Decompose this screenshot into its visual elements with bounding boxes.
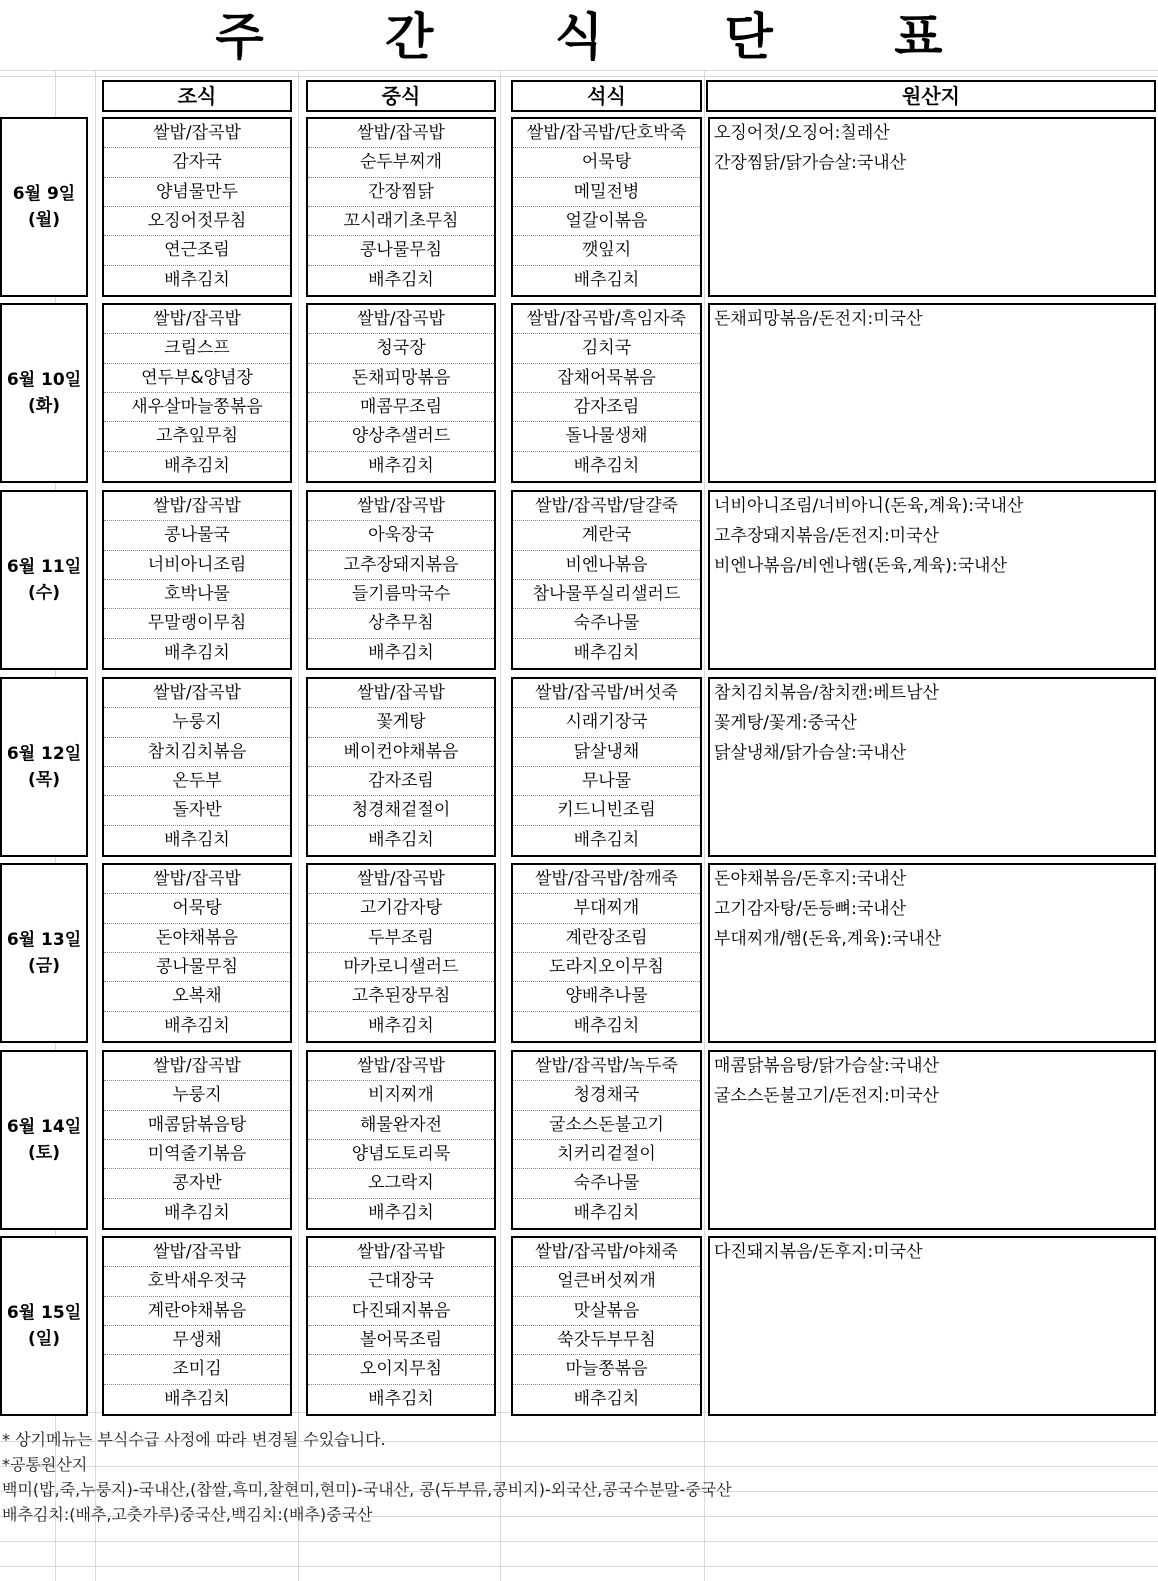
lunch-menu-item: 다진돼지볶음 bbox=[308, 1297, 494, 1326]
lunch-menu-item: 돈채피망볶음 bbox=[308, 364, 494, 393]
breakfast-menu-item: 호박새우젓국 bbox=[104, 1267, 290, 1296]
origin-line: 비엔나볶음/비엔나햄(돈육,계육):국내산 bbox=[714, 556, 1007, 576]
dinner-menu-item: 부대찌개 bbox=[513, 894, 700, 923]
origin-line: 간장찜닭/닭가슴살:국내산 bbox=[714, 153, 907, 173]
breakfast-menu-item: 미역줄기볶음 bbox=[104, 1140, 290, 1169]
dinner-menu-item: 배추김치 bbox=[573, 455, 640, 476]
breakfast-menu-item: 배추김치 bbox=[164, 1015, 230, 1036]
breakfast-menu-item: 콩자반 bbox=[104, 1169, 290, 1198]
dinner-menu-item: 쌀밥/잡곡밥/달걀죽 bbox=[513, 492, 700, 521]
origin-line: 고기감자탕/돈등뼈:국내산 bbox=[714, 899, 907, 919]
lunch-menu-item: 배추김치 bbox=[368, 1202, 434, 1223]
breakfast-menu-item: 누룽지 bbox=[104, 708, 290, 737]
page-title: 주 간 식 단 표 bbox=[0, 0, 1158, 70]
dinner-menu-item: 얼갈이볶음 bbox=[513, 207, 700, 236]
origin-cell bbox=[708, 1236, 1156, 1416]
breakfast-cell bbox=[102, 677, 292, 857]
dinner-menu-item: 얼큰버섯찌개 bbox=[513, 1267, 700, 1296]
lunch-cell bbox=[306, 863, 496, 1043]
weekday-label: (화) bbox=[28, 396, 60, 416]
note-kimchi-origin: 배추김치:(배추,고춧가루)중국산,백김치:(배추)중국산 bbox=[2, 1505, 373, 1524]
dinner-menu-item: 배추김치 bbox=[573, 829, 640, 850]
origin-cell bbox=[708, 1050, 1156, 1230]
breakfast-cell bbox=[102, 1236, 292, 1416]
dinner-menu-item: 키드니빈조림 bbox=[513, 796, 700, 825]
lunch-menu-item: 베이컨야채볶음 bbox=[308, 738, 494, 767]
lunch-menu-item: 순두부찌개 bbox=[308, 148, 494, 177]
dinner-menu-item: 돌나물생채 bbox=[513, 422, 700, 451]
lunch-menu-item: 쌀밥/잡곡밥 bbox=[308, 1052, 494, 1081]
lunch-menu-item: 두부조림 bbox=[308, 924, 494, 953]
breakfast-menu-item: 양념물만두 bbox=[104, 178, 290, 207]
dinner-menu-item: 배추김치 bbox=[573, 1015, 640, 1036]
dinner-menu-item: 쌀밥/잡곡밥/단호박죽 bbox=[513, 119, 700, 148]
note-rice-bean-origin: 백미(밥,죽,누룽지)-국내산,(찹쌀,흑미,찰현미,현미)-국내산, 콩(두부류,콩비지)-외국산,콩국수분말-중국산 bbox=[2, 1480, 732, 1499]
origin-line: 참치김치볶음/참치캔:베트남산 bbox=[714, 683, 939, 703]
lunch-menu-item: 아욱장국 bbox=[308, 521, 494, 550]
header-lunch: 중식 bbox=[306, 80, 496, 112]
header-breakfast: 조식 bbox=[102, 80, 292, 112]
lunch-menu-item: 쌀밥/잡곡밥 bbox=[308, 119, 494, 148]
dinner-cell bbox=[511, 117, 702, 297]
lunch-menu-item: 고추장돼지볶음 bbox=[308, 551, 494, 580]
breakfast-menu-item: 배추김치 bbox=[164, 642, 230, 663]
lunch-menu-item: 매콤무조림 bbox=[308, 393, 494, 422]
note-change: * 상기메뉴는 부식수급 사정에 따라 변경될 수있습니다. bbox=[2, 1430, 386, 1449]
day-block bbox=[0, 303, 1158, 483]
breakfast-menu-item: 감자국 bbox=[104, 148, 290, 177]
lunch-cell bbox=[306, 303, 496, 483]
breakfast-menu-item: 어묵탕 bbox=[104, 894, 290, 923]
note-common-origin: *공통원산지 bbox=[2, 1455, 88, 1474]
origin-cell bbox=[708, 117, 1156, 297]
origin-line: 꽃게탕/꽃게:중국산 bbox=[714, 713, 857, 733]
lunch-menu-item: 꼬시래기초무침 bbox=[308, 207, 494, 236]
lunch-menu-item: 꽃게탕 bbox=[308, 708, 494, 737]
dinner-menu-item: 맛살볶음 bbox=[513, 1297, 700, 1326]
lunch-menu-item: 배추김치 bbox=[368, 1015, 434, 1036]
lunch-menu-item: 배추김치 bbox=[368, 1388, 434, 1409]
breakfast-menu-item: 고추잎무침 bbox=[104, 422, 290, 451]
breakfast-menu-item: 쌀밥/잡곡밥 bbox=[104, 305, 290, 334]
day-block bbox=[0, 490, 1158, 670]
weekday-label: (금) bbox=[28, 956, 60, 976]
dinner-menu-item: 깻잎지 bbox=[513, 236, 700, 265]
header-dinner: 석식 bbox=[511, 80, 702, 112]
breakfast-menu-item: 쌀밥/잡곡밥 bbox=[104, 679, 290, 708]
lunch-menu-item: 해물완자전 bbox=[308, 1111, 494, 1140]
lunch-menu-item: 간장찜닭 bbox=[308, 178, 494, 207]
lunch-cell bbox=[306, 677, 496, 857]
breakfast-menu-item: 참치김치볶음 bbox=[104, 738, 290, 767]
dinner-menu-item: 마늘쫑볶음 bbox=[513, 1355, 700, 1384]
lunch-cell bbox=[306, 490, 496, 670]
dinner-menu-item: 잡채어묵볶음 bbox=[513, 364, 700, 393]
breakfast-menu-item: 쌀밥/잡곡밥 bbox=[104, 492, 290, 521]
lunch-menu-item: 근대장국 bbox=[308, 1267, 494, 1296]
day-block bbox=[0, 1050, 1158, 1230]
dinner-menu-item: 배추김치 bbox=[573, 269, 640, 290]
weekday-label: (일) bbox=[28, 1329, 60, 1349]
origin-line: 돈채피망볶음/돈전지:미국산 bbox=[714, 309, 923, 329]
breakfast-menu-item: 배추김치 bbox=[164, 1388, 230, 1409]
lunch-menu-item: 고추된장무침 bbox=[308, 982, 494, 1011]
breakfast-menu-item: 연두부&양념장 bbox=[104, 364, 290, 393]
date-label: 6월 11일 bbox=[6, 557, 82, 577]
origin-line: 굴소스돈불고기/돈전지:미국산 bbox=[714, 1086, 939, 1106]
breakfast-menu-item: 무말랭이무침 bbox=[104, 609, 290, 638]
breakfast-cell bbox=[102, 863, 292, 1043]
dinner-menu-item: 비엔나볶음 bbox=[513, 551, 700, 580]
breakfast-menu-item: 돌자반 bbox=[104, 796, 290, 825]
breakfast-menu-item: 쌀밥/잡곡밥 bbox=[104, 865, 290, 894]
date-cell bbox=[0, 1236, 88, 1416]
date-label: 6월 14일 bbox=[6, 1117, 82, 1137]
dinner-menu-item: 무나물 bbox=[513, 767, 700, 796]
breakfast-cell bbox=[102, 1050, 292, 1230]
date-label: 6월 12일 bbox=[6, 744, 82, 764]
weekday-label: (월) bbox=[28, 210, 60, 230]
dinner-cell bbox=[511, 1236, 702, 1416]
lunch-menu-item: 오이지무침 bbox=[308, 1355, 494, 1384]
lunch-menu-item: 들기름막국수 bbox=[308, 580, 494, 609]
breakfast-cell bbox=[102, 117, 292, 297]
weekday-label: (목) bbox=[28, 770, 60, 790]
dinner-menu-item: 치커리겉절이 bbox=[513, 1140, 700, 1169]
lunch-menu-item: 감자조림 bbox=[308, 767, 494, 796]
dinner-menu-item: 계란국 bbox=[513, 521, 700, 550]
breakfast-menu-item: 콩나물국 bbox=[104, 521, 290, 550]
breakfast-cell bbox=[102, 490, 292, 670]
dinner-menu-item: 배추김치 bbox=[573, 1388, 640, 1409]
date-label: 6월 10일 bbox=[6, 370, 82, 390]
breakfast-menu-item: 배추김치 bbox=[164, 829, 230, 850]
dinner-cell bbox=[511, 490, 702, 670]
dinner-menu-item: 김치국 bbox=[513, 334, 700, 363]
date-cell bbox=[0, 863, 88, 1043]
dinner-menu-item: 쌀밥/잡곡밥/흑임자죽 bbox=[513, 305, 700, 334]
breakfast-menu-item: 배추김치 bbox=[164, 1202, 230, 1223]
origin-cell bbox=[708, 303, 1156, 483]
breakfast-menu-item: 새우살마늘쫑볶음 bbox=[104, 393, 290, 422]
origin-line: 오징어젓/오징어:칠레산 bbox=[714, 123, 890, 143]
day-block bbox=[0, 863, 1158, 1043]
date-label: 6월 15일 bbox=[6, 1303, 82, 1323]
lunch-menu-item: 양념도토리묵 bbox=[308, 1140, 494, 1169]
dinner-menu-item: 쌀밥/잡곡밥/녹두죽 bbox=[513, 1052, 700, 1081]
lunch-menu-item: 쌀밥/잡곡밥 bbox=[308, 865, 494, 894]
origin-line: 닭살냉채/닭가슴살:국내산 bbox=[714, 743, 907, 763]
date-label: 6월 9일 bbox=[12, 184, 76, 204]
date-label: 6월 13일 bbox=[6, 930, 82, 950]
breakfast-menu-item: 너비아니조림 bbox=[104, 551, 290, 580]
dinner-menu-item: 쌀밥/잡곡밥/버섯죽 bbox=[513, 679, 700, 708]
dinner-menu-item: 쌀밥/잡곡밥/야채죽 bbox=[513, 1238, 700, 1267]
dinner-menu-item: 어묵탕 bbox=[513, 148, 700, 177]
breakfast-menu-item: 쌀밥/잡곡밥 bbox=[104, 119, 290, 148]
lunch-menu-item: 오그락지 bbox=[308, 1169, 494, 1198]
lunch-cell bbox=[306, 1050, 496, 1230]
lunch-menu-item: 청국장 bbox=[308, 334, 494, 363]
breakfast-menu-item: 호박나물 bbox=[104, 580, 290, 609]
dinner-cell bbox=[511, 303, 702, 483]
day-block bbox=[0, 1236, 1158, 1416]
origin-cell bbox=[708, 490, 1156, 670]
breakfast-menu-item: 무생채 bbox=[104, 1326, 290, 1355]
breakfast-menu-item: 배추김치 bbox=[164, 269, 230, 290]
dinner-menu-item: 참나물푸실리샐러드 bbox=[513, 580, 700, 609]
breakfast-menu-item: 온두부 bbox=[104, 767, 290, 796]
day-block bbox=[0, 677, 1158, 857]
origin-line: 매콤닭볶음탕/닭가슴살:국내산 bbox=[714, 1056, 939, 1076]
origin-line: 다진돼지볶음/돈후지:미국산 bbox=[714, 1242, 923, 1262]
date-cell bbox=[0, 677, 88, 857]
dinner-cell bbox=[511, 677, 702, 857]
breakfast-menu-item: 조미김 bbox=[104, 1355, 290, 1384]
lunch-menu-item: 비지찌개 bbox=[308, 1081, 494, 1110]
date-cell bbox=[0, 1050, 88, 1230]
dinner-menu-item: 배추김치 bbox=[573, 1202, 640, 1223]
dinner-menu-item: 숙주나물 bbox=[513, 609, 700, 638]
origin-line: 너비아니조림/너비아니(돈육,계육):국내산 bbox=[714, 496, 1024, 516]
breakfast-menu-item: 크림스프 bbox=[104, 334, 290, 363]
dinner-menu-item: 계란장조림 bbox=[513, 924, 700, 953]
lunch-menu-item: 마카로니샐러드 bbox=[308, 953, 494, 982]
header-origin: 원산지 bbox=[706, 80, 1156, 112]
lunch-menu-item: 양상추샐러드 bbox=[308, 422, 494, 451]
lunch-menu-item: 배추김치 bbox=[368, 455, 434, 476]
origin-cell bbox=[708, 677, 1156, 857]
lunch-menu-item: 쌀밥/잡곡밥 bbox=[308, 305, 494, 334]
dinner-menu-item: 굴소스돈불고기 bbox=[513, 1111, 700, 1140]
lunch-menu-item: 배추김치 bbox=[368, 829, 434, 850]
dinner-menu-item: 청경채국 bbox=[513, 1081, 700, 1110]
breakfast-menu-item: 연근조림 bbox=[104, 236, 290, 265]
breakfast-menu-item: 쌀밥/잡곡밥 bbox=[104, 1052, 290, 1081]
day-block bbox=[0, 117, 1158, 297]
lunch-menu-item: 쌀밥/잡곡밥 bbox=[308, 679, 494, 708]
origin-line: 부대찌개/햄(돈육,계육):국내산 bbox=[714, 929, 942, 949]
dinner-cell bbox=[511, 1050, 702, 1230]
lunch-menu-item: 상추무침 bbox=[308, 609, 494, 638]
lunch-menu-item: 고기감자탕 bbox=[308, 894, 494, 923]
dinner-menu-item: 시래기장국 bbox=[513, 708, 700, 737]
date-cell bbox=[0, 117, 88, 297]
dinner-menu-item: 닭살냉채 bbox=[513, 738, 700, 767]
lunch-menu-item: 청경채겉절이 bbox=[308, 796, 494, 825]
breakfast-menu-item: 오징어젓무침 bbox=[104, 207, 290, 236]
dinner-menu-item: 양배추나물 bbox=[513, 982, 700, 1011]
breakfast-menu-item: 계란야채볶음 bbox=[104, 1297, 290, 1326]
lunch-menu-item: 배추김치 bbox=[368, 269, 434, 290]
breakfast-menu-item: 누룽지 bbox=[104, 1081, 290, 1110]
dinner-menu-item: 도라지오이무침 bbox=[513, 953, 700, 982]
dinner-cell bbox=[511, 863, 702, 1043]
breakfast-menu-item: 배추김치 bbox=[164, 455, 230, 476]
date-cell bbox=[0, 303, 88, 483]
dinner-menu-item: 쌀밥/잡곡밥/참깨죽 bbox=[513, 865, 700, 894]
dinner-menu-item: 숙주나물 bbox=[513, 1169, 700, 1198]
lunch-menu-item: 콩나물무침 bbox=[308, 236, 494, 265]
weekday-label: (토) bbox=[28, 1143, 60, 1163]
lunch-menu-item: 쌀밥/잡곡밥 bbox=[308, 492, 494, 521]
lunch-cell bbox=[306, 117, 496, 297]
lunch-cell bbox=[306, 1236, 496, 1416]
breakfast-cell bbox=[102, 303, 292, 483]
weekday-label: (수) bbox=[28, 583, 60, 603]
breakfast-menu-item: 쌀밥/잡곡밥 bbox=[104, 1238, 290, 1267]
breakfast-menu-item: 돈야채볶음 bbox=[104, 924, 290, 953]
origin-line: 고추장돼지볶음/돈전지:미국산 bbox=[714, 526, 939, 546]
dinner-menu-item: 감자조림 bbox=[513, 393, 700, 422]
breakfast-menu-item: 콩나물무침 bbox=[104, 953, 290, 982]
breakfast-menu-item: 오복채 bbox=[104, 982, 290, 1011]
lunch-menu-item: 볼어묵조림 bbox=[308, 1326, 494, 1355]
breakfast-menu-item: 매콤닭볶음탕 bbox=[104, 1111, 290, 1140]
dinner-menu-item: 메밀전병 bbox=[513, 178, 700, 207]
dinner-menu-item: 쑥갓두부무침 bbox=[513, 1326, 700, 1355]
lunch-menu-item: 쌀밥/잡곡밥 bbox=[308, 1238, 494, 1267]
origin-line: 돈야채볶음/돈후지:국내산 bbox=[714, 869, 907, 889]
date-cell bbox=[0, 490, 88, 670]
lunch-menu-item: 배추김치 bbox=[368, 642, 434, 663]
origin-cell bbox=[708, 863, 1156, 1043]
dinner-menu-item: 배추김치 bbox=[573, 642, 640, 663]
